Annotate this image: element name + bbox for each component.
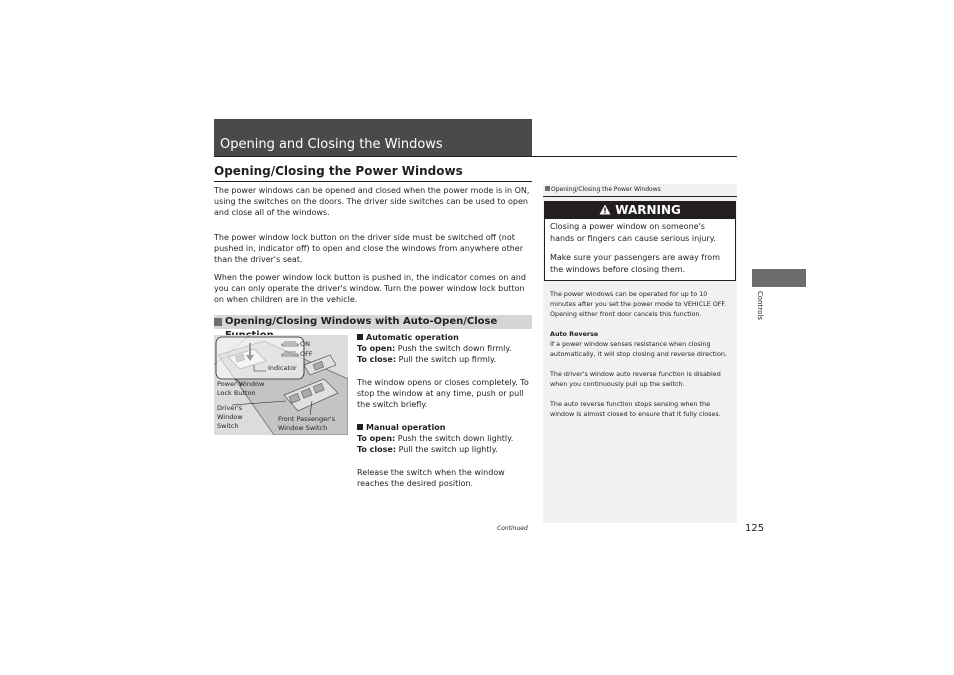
lock-button-label-line1: Power Window [217,380,265,388]
driver-switch-label-line2: Window [217,413,243,421]
square-bullet-icon [357,424,363,430]
manual-operation-heading: Manual operation [357,422,533,433]
driver-switch-label-line1: Driver's [217,404,243,412]
indicator-label: Indicator [268,364,297,372]
warning-text-1: Closing a power window on someone's hands or fingers can cause serious injury. [550,222,716,243]
auto-reverse-note-3: The auto reverse function stops sensing when the window is almost closed to ensure that it fully closes. [550,400,721,418]
passenger-switch-label-line1: Front Passenger's [278,415,335,423]
intro-paragraph-1: The power windows can be opened and closed when the power mode is in ON, using the switches on the doors. The driver side switches can be used to open and close all of the windows. [214,186,530,217]
subsection-title: Opening/Closing Windows with Auto-Open/Close [225,316,498,327]
warning-title: WARNING [615,203,681,217]
section-header-bar [214,119,532,156]
warning-header [545,202,735,219]
operation-instructions [357,332,533,489]
auto-reverse-section: Auto Reverse If a power window senses resistance when closing automatically, it will stop closing and reverse direction. [550,330,727,358]
heading-rule [214,181,532,182]
lock-button-label-line2: Lock Button [217,389,256,397]
continued-label: Continued [497,525,528,532]
sidebar-notes [550,289,732,429]
manual-open-instruction: To open: Push the switch down lightly. [357,434,514,443]
sidebar-rule [543,196,737,197]
driver-switch-label-line3: Switch [217,422,239,430]
sidebar-notes-panel [543,184,737,523]
passenger-switch-label-line2: Window Switch [278,424,328,432]
section-title: Opening and Closing the Windows [220,137,443,152]
off-label: OFF [300,350,313,358]
warning-text-2: Make sure your passengers are away from the windows before closing them. [550,253,720,274]
auto-open-instruction: To open: Push the switch down firmly. [357,344,512,353]
auto-reverse-note-2: The driver's window auto reverse function is disabled when you continuously pull up the switch. [550,370,721,388]
automatic-operation-heading: Automatic operation [357,332,533,343]
page-number: 125 [745,523,765,534]
intro-paragraph-3: When the power window lock button is pushed in, the indicator comes on and you can only operate the driver's window. Turn the power window lock button on when children are in the vehicle. [214,273,526,304]
on-label: ON [300,340,310,348]
manual-close-instruction: To close: Pull the switch up lightly. [357,445,498,454]
window-switch-illustration [214,335,348,435]
intro-paragraph-2: The power window lock button on the driver side must be switched off (not pushed in, indicator off) to open and close the windows from anywhere other than the driver's seat. [214,233,523,264]
page-heading: Opening/Closing the Power Windows [214,164,463,178]
auto-operation-note: The window opens or closes completely. To stop the window at any time, push or pull the switch briefly. [357,378,529,409]
warning-box [544,201,736,281]
sidebar-reference: Opening/Closing the Power Windows [545,186,661,193]
warning-triangle-icon [599,204,611,215]
auto-close-instruction: To close: Pull the switch up firmly. [357,355,497,364]
chapter-tab [752,269,806,287]
square-bullet-icon [357,334,363,340]
note-timeout: The power windows can be operated for up to 10 minutes after you set the power mode to VEHICLE OFF. Opening either front door cancels this function. [550,290,727,318]
reference-square-icon [545,186,550,191]
subsection-square-icon [214,318,222,326]
manual-operation-note: Release the switch when the window reaches the desired position. [357,468,505,488]
header-rule [214,156,737,157]
subsection-bar [214,315,532,329]
chapter-tab-label: Controls [756,291,764,320]
